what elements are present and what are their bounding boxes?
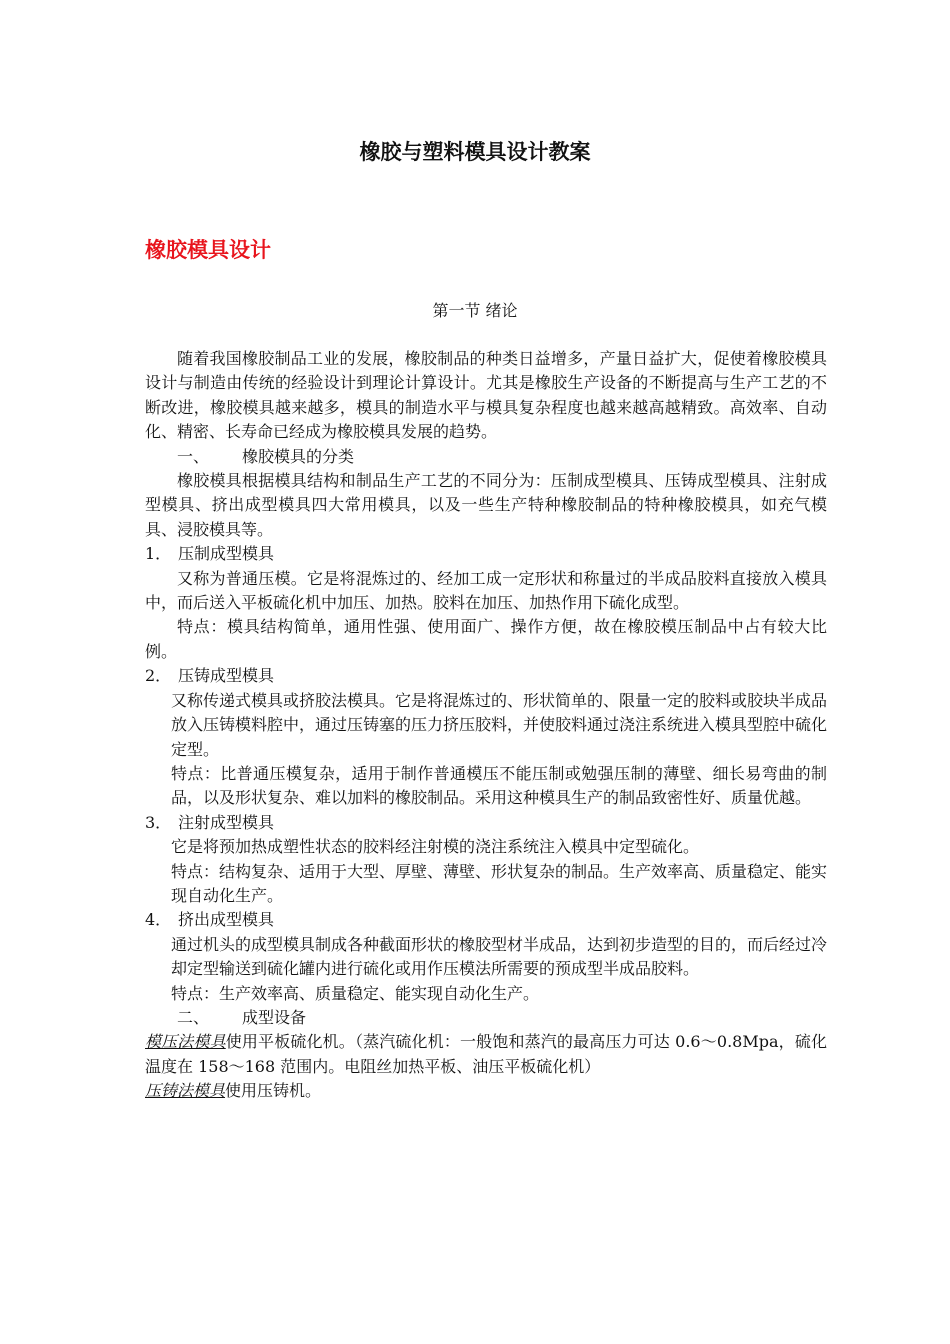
intro-paragraph: 随着我国橡胶制品工业的发展，橡胶制品的种类日益增多，产量日益扩大，促使着橡胶模具设计与制造由传统的经验设计到理论计算设计。尤其是橡胶生产设备的不断提高与生产工艺的不断改进，橡胶模具越来越多，模具的制造水平与模具复杂程度也越来越高越精致。高效率、自动化、精密、长寿命已经成为橡胶模具发展的趋势。 — [145, 349, 827, 442]
item-extrusion-mold — [145, 908, 827, 932]
item-label: 注射成型模具 — [178, 812, 275, 832]
subheading-classification — [145, 445, 827, 469]
item-label: 挤出成型模具 — [178, 910, 275, 930]
extrusion-features: 特点：生产效率高、质量稳定、能实现自动化生产。 — [171, 983, 540, 1003]
compression-features: 特点：模具结构简单，通用性强、使用面广、操作方便，故在橡胶模压制品中占有较大比例。 — [145, 617, 827, 661]
extrusion-description: 通过机头的成型模具制成各种截面形状的橡胶型材半成品，达到初步造型的目的，而后经过冷却定型输送到硫化罐内进行硫化或用作压模法所需要的预成型半成品胶料。 — [171, 934, 828, 979]
term-transfer-mold: 压铸法模具 — [145, 1081, 226, 1101]
item-transfer-mold — [145, 664, 827, 688]
compression-description: 又称为普通压模。它是将混炼过的、经加工成一定形状和称量过的半成品胶料直接放入模具中，而后送入平板硫化机中加压、加热。胶料在加压、加热作用下硫化成型。 — [145, 568, 827, 613]
subheading-text: 橡胶模具的分类 — [242, 446, 355, 466]
item-number: 1． — [145, 544, 172, 564]
subheading-number: 一、 — [177, 446, 210, 466]
item-number: 2． — [145, 666, 172, 686]
term-compression-mold: 模压法模具 — [145, 1032, 226, 1052]
item-label: 压铸成型模具 — [178, 666, 275, 686]
section-heading: 第一节 绪论 — [432, 301, 518, 320]
item-injection-mold — [145, 811, 827, 835]
equipment-transfer — [145, 1079, 827, 1103]
item-label: 压制成型模具 — [178, 544, 275, 564]
item-compression-mold — [145, 542, 827, 566]
item-number: 3． — [145, 812, 172, 832]
document-title: 橡胶与塑料模具设计教案 — [359, 140, 591, 164]
injection-features: 特点：结构复杂、适用于大型、厚壁、薄壁、形状复杂的制品。生产效率高、质量稳定、能实现自动化生产。 — [171, 861, 828, 905]
item-number: 4． — [145, 910, 172, 930]
equipment-text: 使用压铸机。 — [225, 1081, 322, 1101]
subheading-equipment — [145, 1006, 827, 1030]
equipment-text: 使用平板硫化机。（蒸汽硫化机：一般饱和蒸汽的最高压力可达 0.6～0.8Mpa，硫化温度在 158～168 范围内。电阻丝加热平板、油压平板硫化机） — [145, 1032, 827, 1076]
equipment-compression — [145, 1030, 827, 1079]
document-body — [145, 347, 827, 1104]
subheading-text: 成型设备 — [242, 1007, 307, 1027]
classification-paragraph: 橡胶模具根据模具结构和制品生产工艺的不同分为：压制成型模具、压铸成型模具、注射成型模具、挤出成型模具四大常用模具，以及一些生产特种橡胶制品的特种橡胶模具，如充气模具、浸胶模具等。 — [145, 471, 827, 539]
transfer-features: 特点：比普通压模复杂，适用于制作普通模压不能压制或勉强压制的薄壁、细长易弯曲的制品，以及形状复杂、难以加料的橡胶制品。采用这种模具生产的制品致密性好、质量优越。 — [171, 763, 827, 808]
transfer-description: 又称传递式模具或挤胶法模具。它是将混炼过的、形状简单的、限量一定的胶料或胶块半成品放入压铸模料腔中，通过压铸塞的压力挤压胶料，并使胶料通过浇注系统进入模具型腔中硫化定型。 — [171, 690, 828, 759]
chapter-heading: 橡胶模具设计 — [145, 238, 271, 262]
injection-description: 它是将预加热成塑性状态的胶料经注射模的浇注系统注入模具中定型硫化。 — [171, 837, 700, 857]
subheading-number: 二、 — [177, 1007, 210, 1027]
